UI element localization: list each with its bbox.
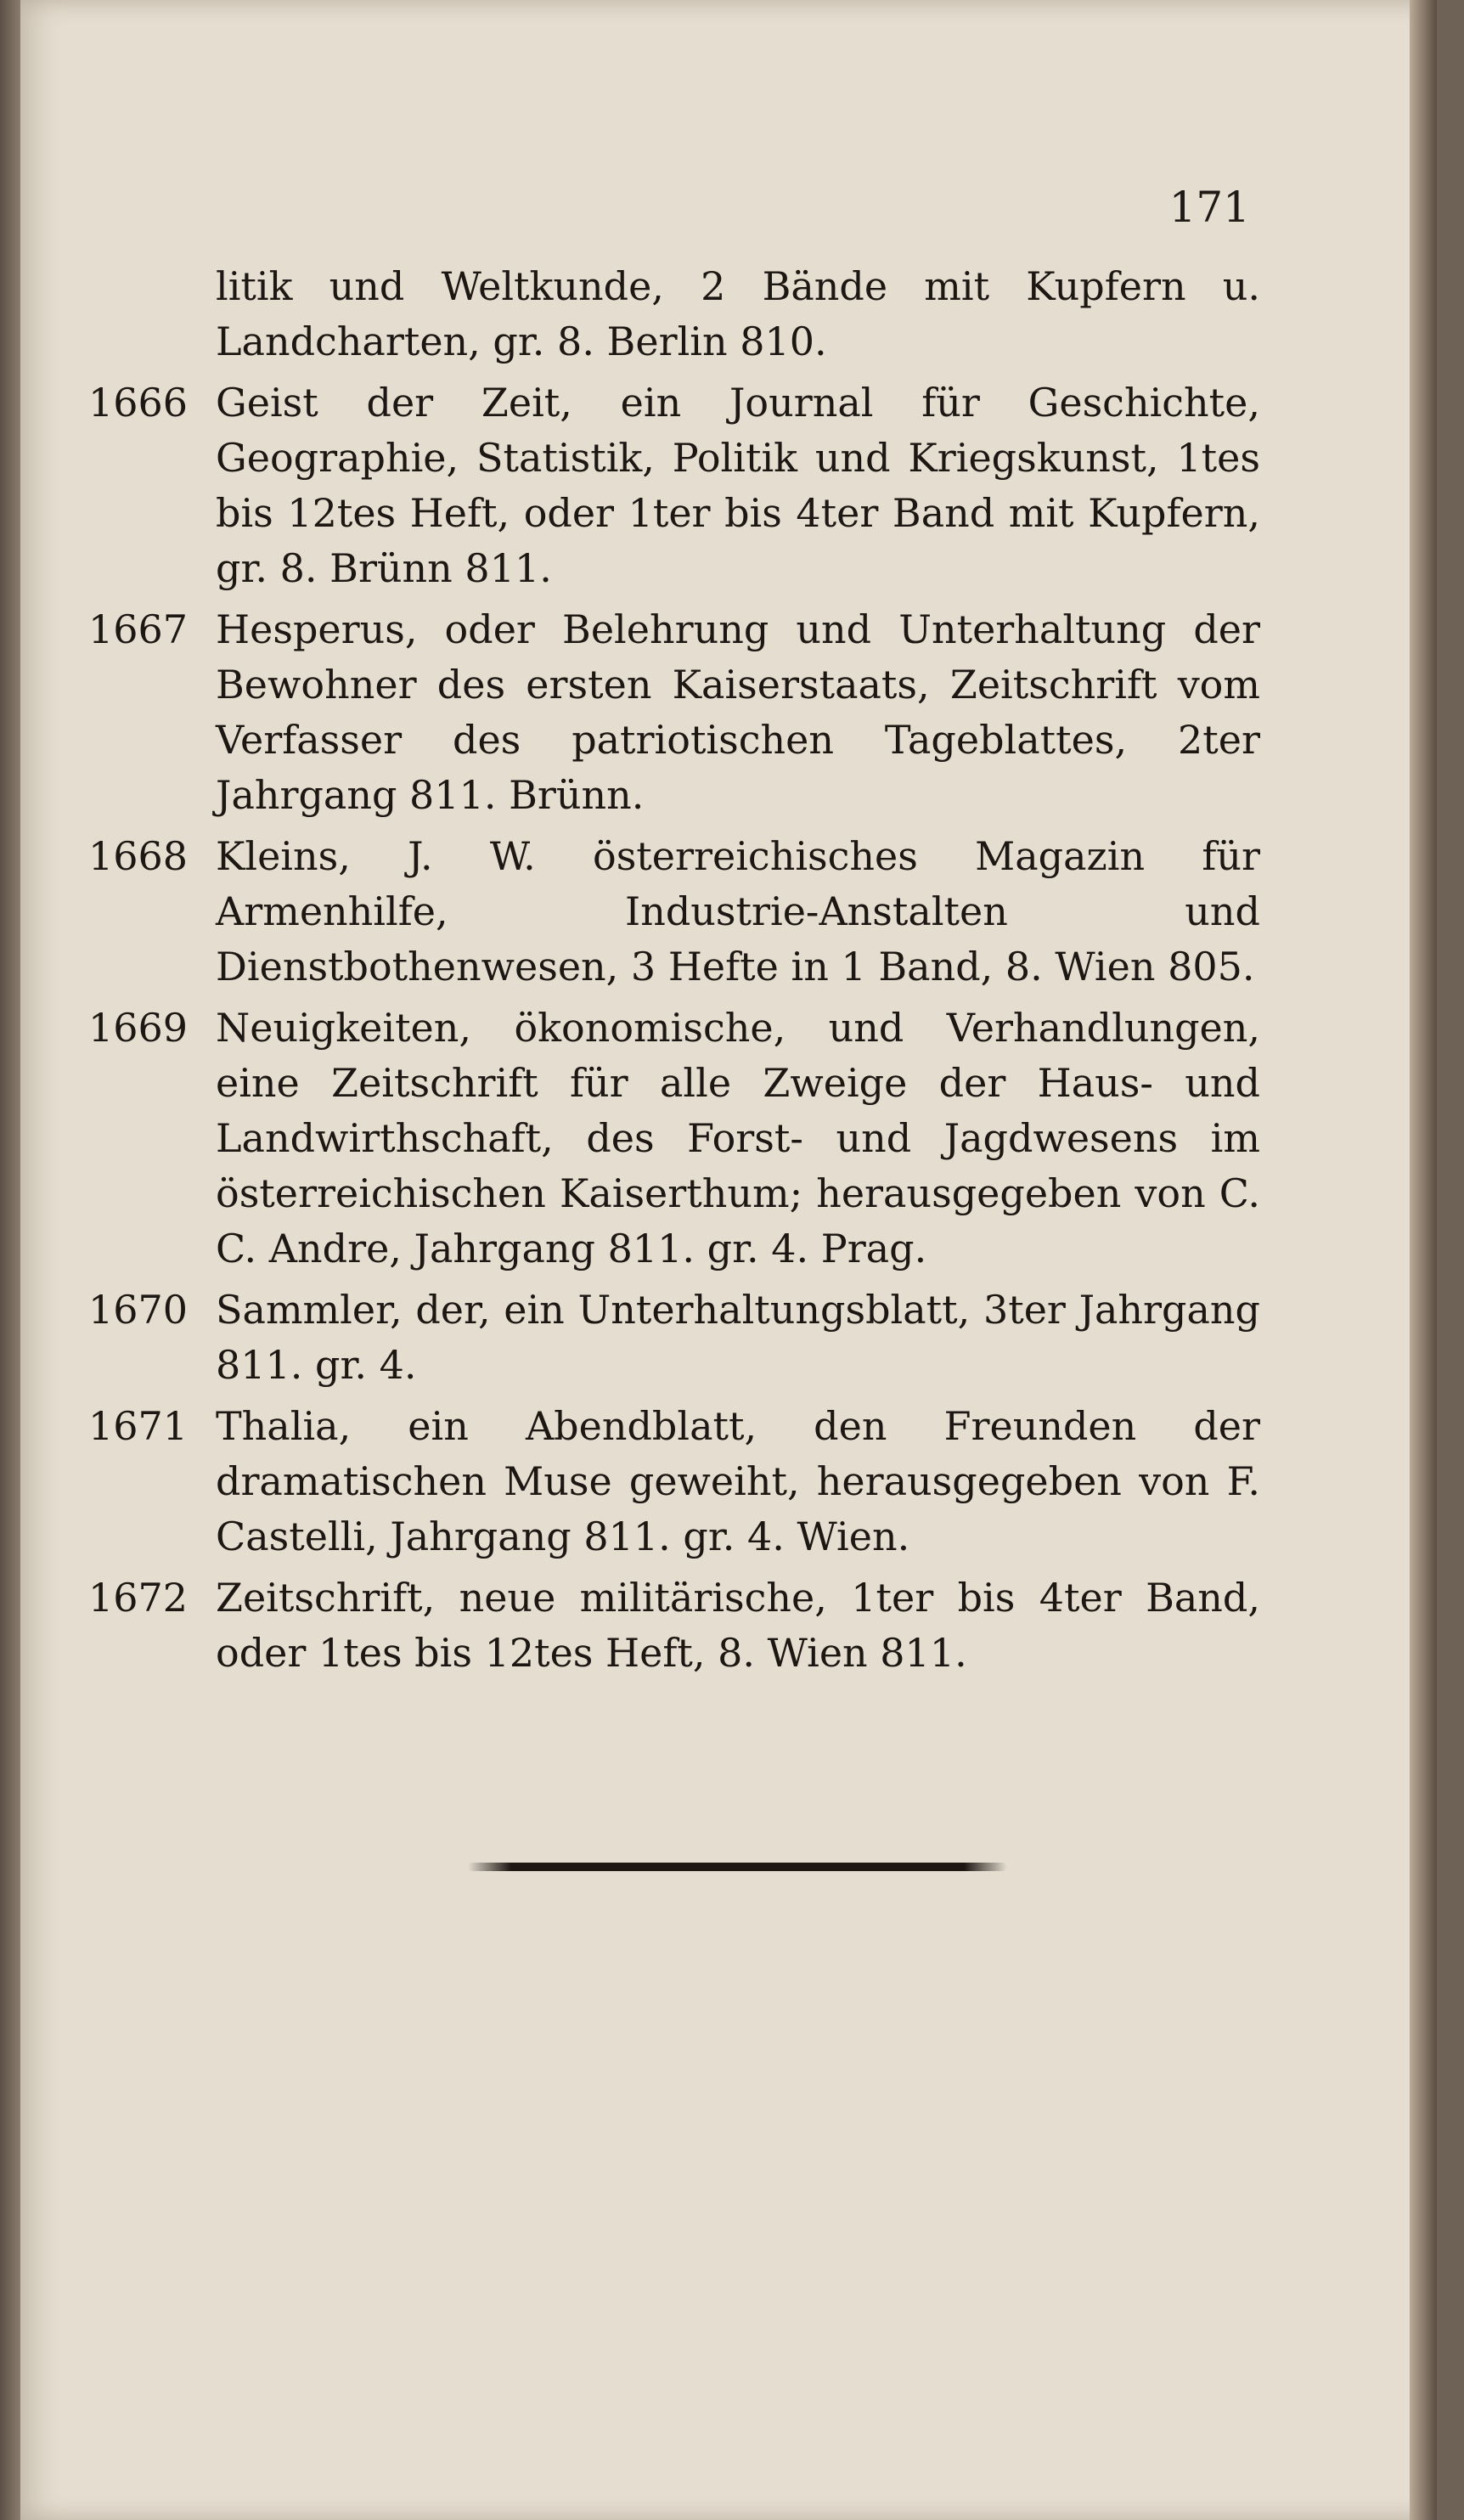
entry-text: Kleins, J. W. österreichisches Magazin für Armenhilfe, Industrie-Anstalten und Dienstbothenwesen, 3 Hefte in 1 Band, 8. Wien 805. — [216, 833, 1260, 989]
entry-number: 1672 — [88, 1575, 189, 1621]
catalog-entry — [88, 259, 1260, 369]
catalog-entry — [88, 1399, 1260, 1564]
entry-number: 1668 — [88, 833, 189, 879]
catalog-entry — [88, 1570, 1260, 1681]
entry-number: 1671 — [88, 1403, 189, 1449]
entry-number: 1666 — [88, 380, 189, 426]
entry-number: 1667 — [88, 606, 189, 652]
entry-text: Geist der Zeit, ein Journal für Geschichte, Geographie, Statistik, Politik und Kriegskunst, 1tes bis 12tes Heft, oder 1ter bis 4ter Band mit Kupfern, gr. 8. Brünn 811. — [216, 380, 1260, 591]
page-number: 171 — [1168, 183, 1250, 232]
book-page — [20, 0, 1437, 2520]
entry-text: Neuigkeiten, ökonomische, und Verhandlungen, eine Zeitschrift für alle Zweige der Haus- und Landwirthschaft, des Forst- und Jagdwesens im österreichischen Kaiserthum; herausgegeben von C. C. Andre, Jahrgang 811. gr. 4. Prag. — [216, 1005, 1260, 1271]
catalog-entry — [88, 829, 1260, 995]
book-binding — [0, 0, 20, 2520]
catalog-entry — [88, 1001, 1260, 1277]
catalog-entry — [88, 602, 1260, 823]
section-end-rule — [468, 1863, 1007, 1871]
entry-text: Hesperus, oder Belehrung und Unterhaltung der Bewohner des ersten Kaiserstaats, Zeitschrift vom Verfasser des patriotischen Tageblattes, 2ter Jahrgang 811. Brünn. — [216, 606, 1260, 818]
entry-text: Sammler, der, ein Unterhaltungsblatt, 3ter Jahrgang 811. gr. 4. — [216, 1287, 1260, 1388]
entry-text: litik und Weltkunde, 2 Bände mit Kupfern u. Landcharten, gr. 8. Berlin 810. — [216, 263, 1260, 364]
catalog-entry — [88, 375, 1260, 596]
entry-number: 1669 — [88, 1005, 189, 1051]
catalog-entry — [88, 1283, 1260, 1393]
catalog-entries — [88, 259, 1260, 1687]
entry-number: 1670 — [88, 1287, 189, 1333]
page-edge — [1410, 0, 1437, 2520]
entry-text: Thalia, ein Abendblatt, den Freunden der dramatischen Muse geweiht, herausgegeben von F. Castelli, Jahrgang 811. gr. 4. Wien. — [216, 1403, 1260, 1559]
entry-text: Zeitschrift, neue militärische, 1ter bis 4ter Band, oder 1tes bis 12tes Heft, 8. Wien 811. — [216, 1575, 1260, 1676]
